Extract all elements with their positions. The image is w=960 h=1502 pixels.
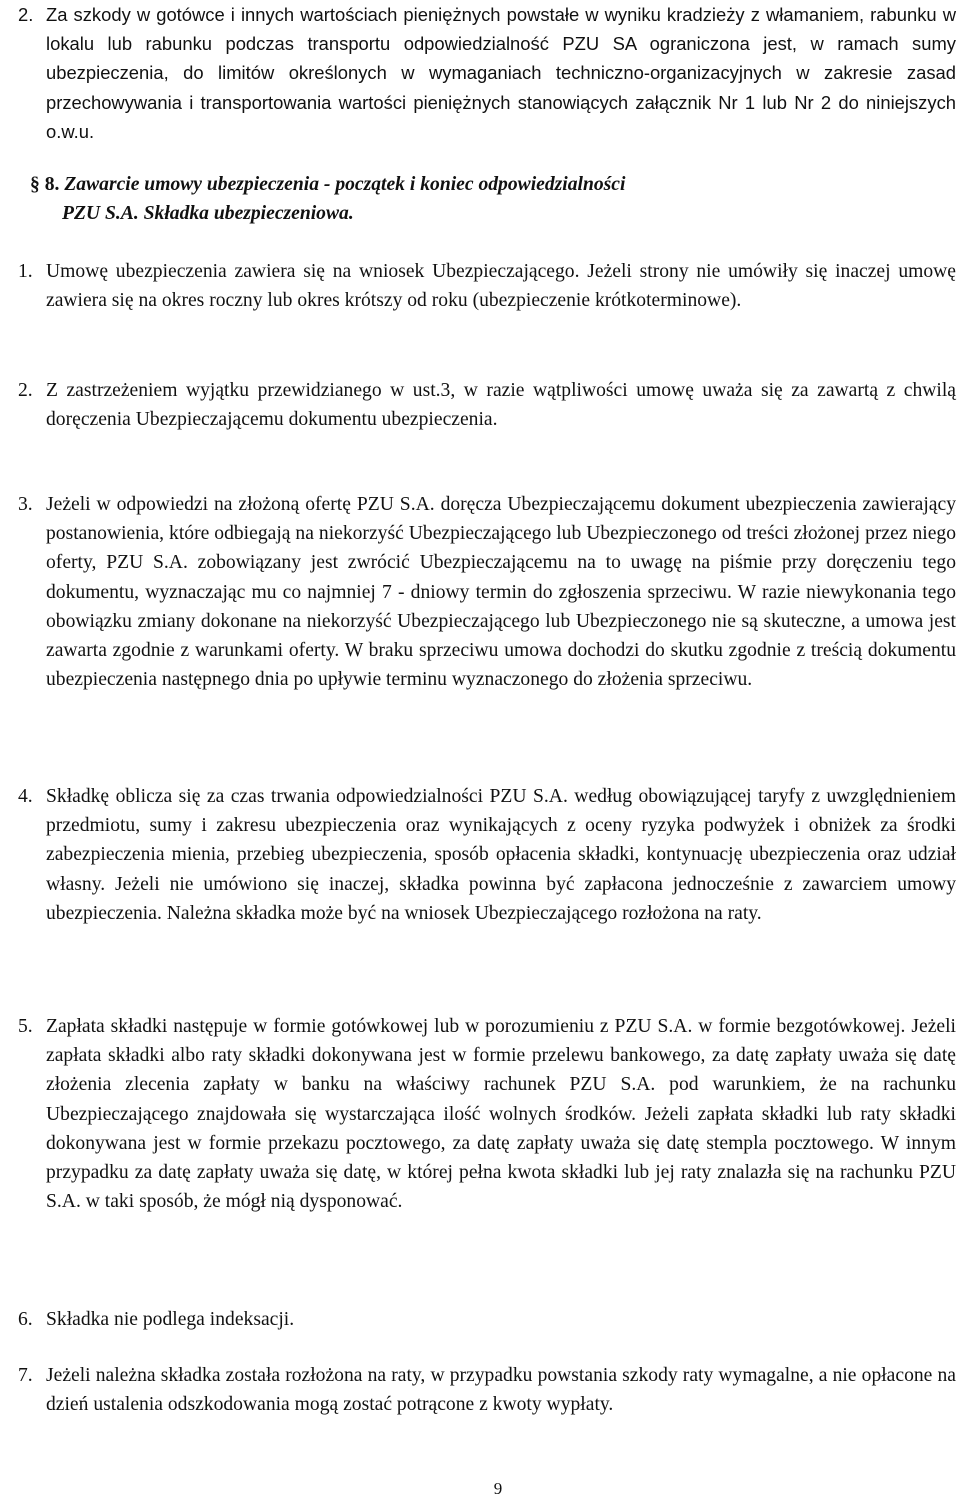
paragraph-6 [18, 1305, 956, 1334]
item-text: Zapłata składki następuje w formie gotówkowej lub w porozumieniu z PZU S.A. w formie bezgotówkowej. Jeżeli zapłata składki albo raty składki dokonywana jest w formie przelewu bankowego, za datę zapłaty uważa się datę złożenia zlecenia zapłaty w banku na właściwy rachunek PZU S.A. pod warunkiem, że na rachunku Ubezpieczającego znajdowała się wystarczająca ilość wolnych środków. Jeżeli zapłata składki lub raty składki dokonywana jest w formie przekazu pocztowego, za datę zapłaty uważa się datę stempla pocztowego. W innym przypadku za datę zapłaty uważa się datę, w której pełna kwota składki lub jej raty znalazła się na rachunku PZU S.A. w taki sposób, że mógł nią dysponować. [46, 1016, 956, 1213]
section-symbol: § [30, 174, 40, 195]
paragraph-7 [18, 1361, 956, 1419]
paragraph-5 [18, 1012, 956, 1216]
paragraph-2-valuables [18, 0, 956, 146]
item-number: 6. [18, 1309, 33, 1330]
item-number: 7. [18, 1365, 33, 1386]
item-number: 1. [18, 261, 33, 282]
section-number: 8. [44, 174, 60, 195]
paragraph-2 [18, 376, 956, 434]
item-number: 3. [18, 494, 33, 515]
paragraph-4 [18, 782, 956, 928]
item-number: 4. [18, 786, 33, 807]
item-number: 5. [18, 1016, 33, 1037]
item-text: Umowę ubezpieczenia zawiera się na wniosek Ubezpieczającego. Jeżeli strony nie umówiły się inaczej umowę zawiera się na okres roczny lub okres krótszy od roku (ubezpieczenie krótkoterminowe). [46, 261, 956, 312]
paragraph-1 [18, 257, 956, 315]
paragraph-3 [18, 490, 956, 694]
page-number: 9 [493, 1479, 503, 1498]
item-text: Jeżeli należna składka została rozłożona na raty, w przypadku powstania szkody raty wymagalne, a nie opłacone na dzień ustalenia odszkodowania mogą zostać potrącone z kwoty wypłaty. [46, 1365, 956, 1416]
section-heading [30, 170, 930, 228]
item-text: Za szkody w gotówce i innych wartościach pieniężnych powstałe w wyniku kradzieży z włamaniem, rabunku w lokalu lub rabunku podczas transportu odpowiedzialność PZU SA ograniczona jest, w ramach sumy ubezpieczenia, do limitów określonych w wymaganiach techniczno-organizacyjnych w zakresie zasad przechowywania i transportowania wartości pieniężnych stanowiących załącznik Nr 1 lub Nr 2 do niniejszych o.w.u. [46, 4, 956, 142]
section-title-line1: Zawarcie umowy ubezpieczenia - początek i koniec odpowiedzialności [64, 174, 626, 195]
item-text: Składka nie podlega indeksacji. [46, 1309, 295, 1330]
section-title-line2: PZU S.A. Składka ubezpieczeniowa. [62, 203, 354, 225]
item-text: Jeżeli w odpowiedzi na złożoną ofertę PZU S.A. doręcza Ubezpieczającemu dokument ubezpieczenia zawierający postanowienia, które odbiegają na niekorzyść Ubezpieczającego lub Ubezpieczonego od treści złożonej przez niego oferty, PZU S.A. zobowiązany jest zwrócić Ubezpieczającemu na to uwagę na piśmie przy doręczeniu tego dokumentu, wyznaczając mu co najmniej 7 - dniowy termin do zgłoszenia sprzeciwu. W razie niewykonania tego obowiązku zmiany dokonane na niekorzyść Ubezpieczającego lub Ubezpieczonego nie są skuteczne, a umowa jest zawarta zgodnie z warunkami oferty. W braku sprzeciwu umowa dochodzi do skutku zgodnie z treścią dokumentu ubezpieczenia następnego dnia po upływie terminu wyznaczonego do złożenia sprzeciwu. [46, 494, 956, 691]
item-text: Składkę oblicza się za czas trwania odpowiedzialności PZU S.A. według obowiązującej taryfy z uwzględnieniem przedmiotu, sumy i zakresu ubezpieczenia oraz wynikających z oceny ryzyka podwyżek i obniżek za środki zabezpieczenia mienia, przebieg ubezpieczenia, sposób opłacenia składki, kontynuację ubezpieczenia oraz udział własny. Jeżeli nie umówiono się inaczej, składka powinna być zapłacona jednocześnie z zawarciem umowy ubezpieczenia. Należna składka może być na wniosek Ubezpieczającego rozłożona na raty. [46, 786, 956, 924]
item-number: 2. [18, 380, 33, 401]
item-number: 2. [18, 4, 34, 25]
item-text: Z zastrzeżeniem wyjątku przewidzianego w ust.3, w razie wątpliwości umowę uważa się za zawartą z chwilą doręczenia Ubezpieczającemu dokumentu ubezpieczenia. [46, 380, 956, 431]
